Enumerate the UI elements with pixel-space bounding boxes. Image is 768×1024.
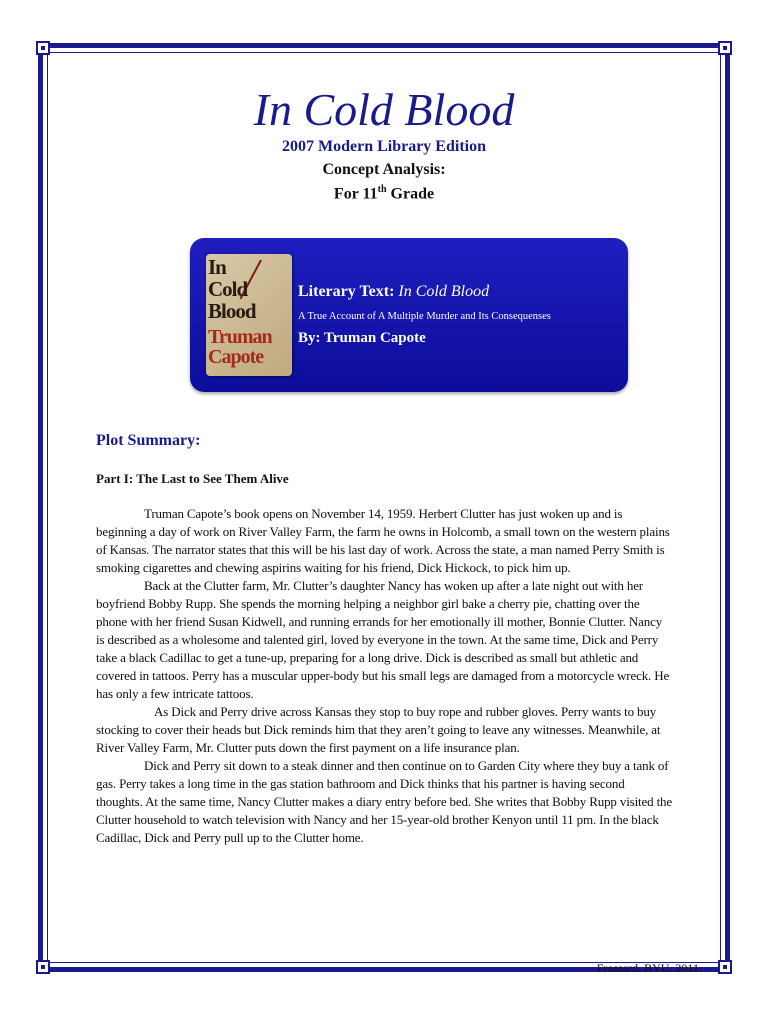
footer-credit: Frossard. BYU. 2011. bbox=[596, 961, 702, 975]
part-heading: Part I: The Last to See Them Alive bbox=[96, 471, 289, 486]
literary-text-title: In Cold Blood bbox=[398, 283, 490, 300]
concept-label: Concept Analysis: bbox=[322, 161, 446, 178]
paragraph-2: Back at the Clutter farm, Mr. Clutter’s daughter Nancy has woken up after a late night out with her boyfriend Bobby Rupp. She spends the morning helping a neighbor girl bake a cherry pie, chatting over the phone with her friend Susan Kidwell, and running errands for her emotionally ill mother, Bonnie Clutter. Nancy is described as a wholesome and talented girl, loved by everyone in the town. At the same time, Dick and Perry take a black Cadillac to get a tune-up, preparing for a long drive. Dick is described as small but athletic and covered in tattoos. Perry has a muscular upper-body but his small legs are damaged from a motorcycle wreck. He has only a few intricate tattoos. bbox=[96, 578, 670, 701]
cover-word-3: Blood bbox=[208, 299, 256, 323]
corner-ornament-bottom-right bbox=[718, 960, 732, 974]
concept-heading bbox=[0, 160, 768, 204]
cover-word-4: Truman bbox=[208, 326, 272, 348]
grade-label bbox=[0, 180, 768, 204]
plot-summary-body bbox=[96, 505, 673, 847]
book-cover-image bbox=[206, 254, 292, 376]
grade-superscript: th bbox=[377, 184, 387, 195]
cover-word-2: Cold bbox=[208, 277, 248, 301]
paragraph-4: Dick and Perry sit down to a steak dinner and then continue on to Garden City where they buy a tank of gas. Perry takes a long time in the gas station bathroom and Dick thinks that his partner is having second thoughts. At the same time, Nancy Clutter makes a diary entry before bed. She writes that Bobby Rupp visited the Clutter household to watch television with Nancy and her 15-year-old brother Kenyon until 11 pm. In the black Cadillac, Dick and Perry pull up to the Clutter home. bbox=[96, 758, 673, 845]
literary-text-label: Literary Text: bbox=[298, 283, 399, 300]
grade-prefix: For 11 bbox=[333, 185, 378, 203]
grade-suffix: Grade bbox=[386, 185, 435, 203]
cover-word-5: Capote bbox=[208, 346, 264, 368]
literary-text-line bbox=[298, 283, 489, 301]
literary-text-banner bbox=[190, 238, 628, 392]
paragraph-3: As Dick and Perry drive across Kansas they stop to buy rope and rubber gloves. Perry wants to buy stocking to cover their heads but Dick reminds him that they aren’t going to leave any witnesses. Meanwhile, at River Valley Farm, Mr. Clutter puts down the first payment on a life insurance plan. bbox=[96, 704, 661, 755]
corner-ornament-top-right bbox=[718, 41, 732, 55]
corner-ornament-top-left bbox=[36, 41, 50, 55]
cover-word-1: In bbox=[208, 255, 226, 279]
plot-summary-heading: Plot Summary: bbox=[96, 432, 201, 449]
paragraph-1: Truman Capote’s book opens on November 14, 1959. Herbert Clutter has just woken up and is beginning a day of work on River Valley Farm, the farm he owns in Holcomb, a small town on the western plains of Kansas. The narrator states that this will be his last day of work. Across the state, a man named Perry Smith is smoking cigarettes and chewing aspirins waiting for his friend, Dick Hickock, to pick him up. bbox=[96, 506, 670, 575]
document-title: In Cold Blood bbox=[253, 84, 515, 135]
author-line: By: Truman Capote bbox=[298, 330, 426, 346]
book-subtitle: A True Account of A Multiple Murder and Its Consequenses bbox=[298, 311, 551, 322]
corner-ornament-bottom-left bbox=[36, 960, 50, 974]
edition-subtitle: 2007 Modern Library Edition bbox=[281, 138, 486, 155]
